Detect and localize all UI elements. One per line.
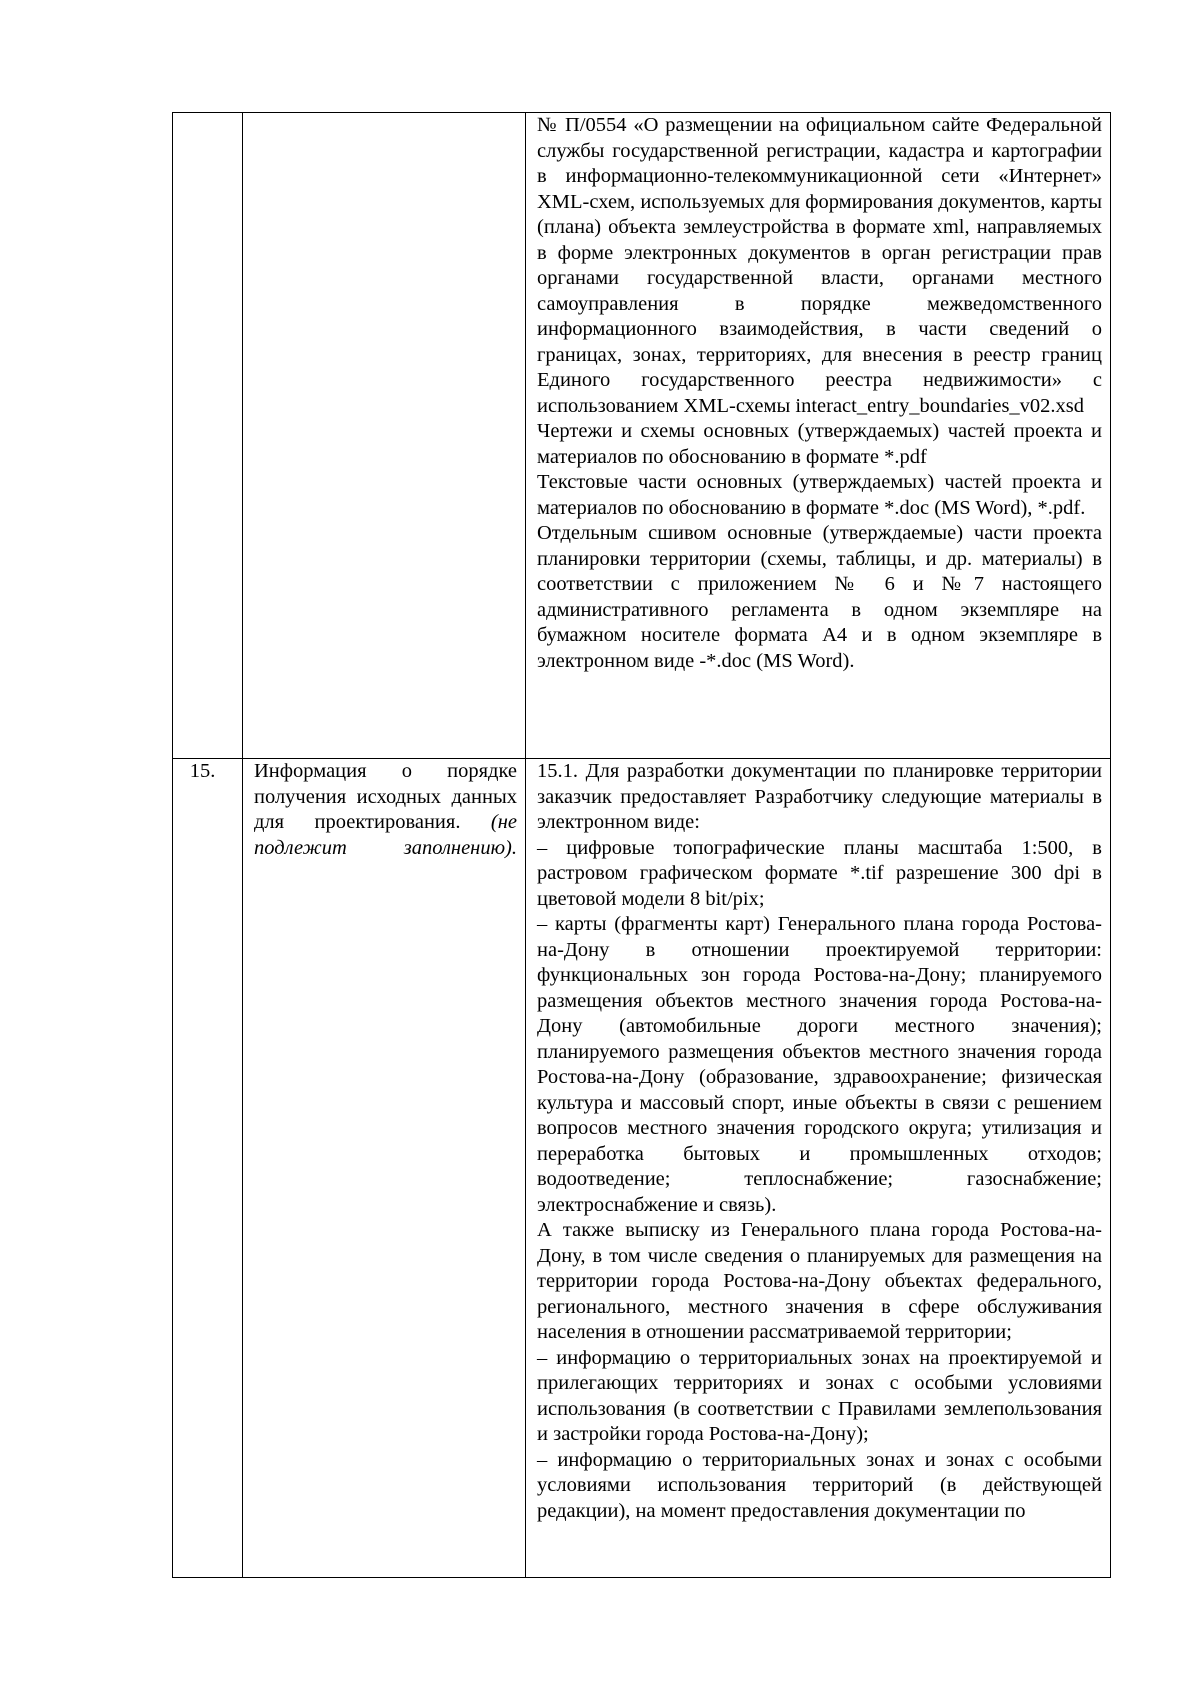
description-paragraph: № П/0554 «О размещении на официальном сайте Федеральной службы государственной регистрации, кадастра и картографии в информационно-телекоммуникационной сети «Интернет» XML-схем, используемых для формирования документов, карты (плана) объекта землеустройства в формате xml, направляемых в форме электронных документов в орган регистрации прав органами государственной власти, органами местного самоуправления в порядке межведомственного информационного взаимодействия, в части сведений о границах, зонах, территориях, для внесения в реестр границ Единого государственного реестра недвижимости» с использованием XML-схемы interact_entry_boundaries_v02.xsd bbox=[537, 114, 1102, 417]
row-name-text bbox=[254, 759, 517, 861]
table-row bbox=[173, 113, 1111, 759]
description-paragraph: Отдельным сшивом основные (утверждаемые) части проекта планировки территории (схемы, таблицы, и др. материалы) в соответствии с приложением № 6 и №7 настоящего административного регламента в одном экземпляре на бумажном носителе формата А4 и в одном экземпляре в электронном виде -*.doc (MS Word). bbox=[537, 522, 1102, 672]
description-paragraph: 15.1. Для разработки документации по планировке территории заказчик предоставляет Разработчику следующие материалы в электронном виде: bbox=[537, 760, 1102, 833]
description-paragraph: Текстовые части основных (утверждаемых) частей проекта и материалов по обоснованию в формате *.doc (MS Word), *.pdf. bbox=[537, 471, 1102, 519]
description-paragraph: – цифровые топографические планы масштаба 1:500, в растровом графическом формате *.tif разрешение 300 dpi в цветовой модели 8 bit/pix; bbox=[537, 836, 1102, 910]
row-number-cell bbox=[173, 113, 243, 759]
description-paragraph: Чертежи и схемы основных (утверждаемых) частей проекта и материалов по обоснованию в формате *.pdf bbox=[537, 420, 1102, 468]
table-row bbox=[173, 759, 1111, 1578]
row-name-main: Информация о порядке получения исходных данных для проектирования. bbox=[254, 760, 517, 833]
row-description-cell bbox=[526, 113, 1111, 759]
description-paragraph: А также выписку из Генерального плана города Ростова-на-Дону, в том числе сведения о планируемых для размещения на территории города Ростова-на-Дону объектах федерального, регионального, местного значения в сфере обслуживания населения в отношении рассматриваемой территории; bbox=[537, 1219, 1102, 1343]
row-name-cell bbox=[243, 113, 526, 759]
row-number-cell: 15. bbox=[173, 759, 243, 1578]
description-paragraph: – информацию о территориальных зонах и зонах с особыми условиями использования территорий (в действующей редакции), на момент предоставления документации по bbox=[537, 1448, 1102, 1522]
row-name-note: (не подлежит заполнению). bbox=[254, 811, 517, 859]
row-name-cell bbox=[243, 759, 526, 1578]
requirements-table bbox=[172, 112, 1111, 1578]
description-paragraph: – карты (фрагменты карт) Генерального плана города Ростова-на-Дону в отношении проектируемой территории: функциональных зон города Ростова-на-Дону; планируемого размещения объектов местного значения города Ростова-на-Дону (автомобильные дороги местного значения); планируемого размещения объектов местного значения города Ростова-на-Дону (образование, здравоохранение; физическая культура и массовый спорт, иные объекты в связи с решением вопросов местного значения городского округа; утилизация и переработка бытовых и промышленных отходов; водоотведение; теплоснабжение; газоснабжение; электроснабжение и связь). bbox=[537, 913, 1102, 1216]
row-description-cell bbox=[526, 759, 1111, 1578]
description-paragraph: – информацию о территориальных зонах на проектируемой и прилегающих территориях и зонах с особыми условиями использования (в соответствии с Правилами землепользования и застройки города Ростова-на-Дону); bbox=[537, 1346, 1102, 1445]
